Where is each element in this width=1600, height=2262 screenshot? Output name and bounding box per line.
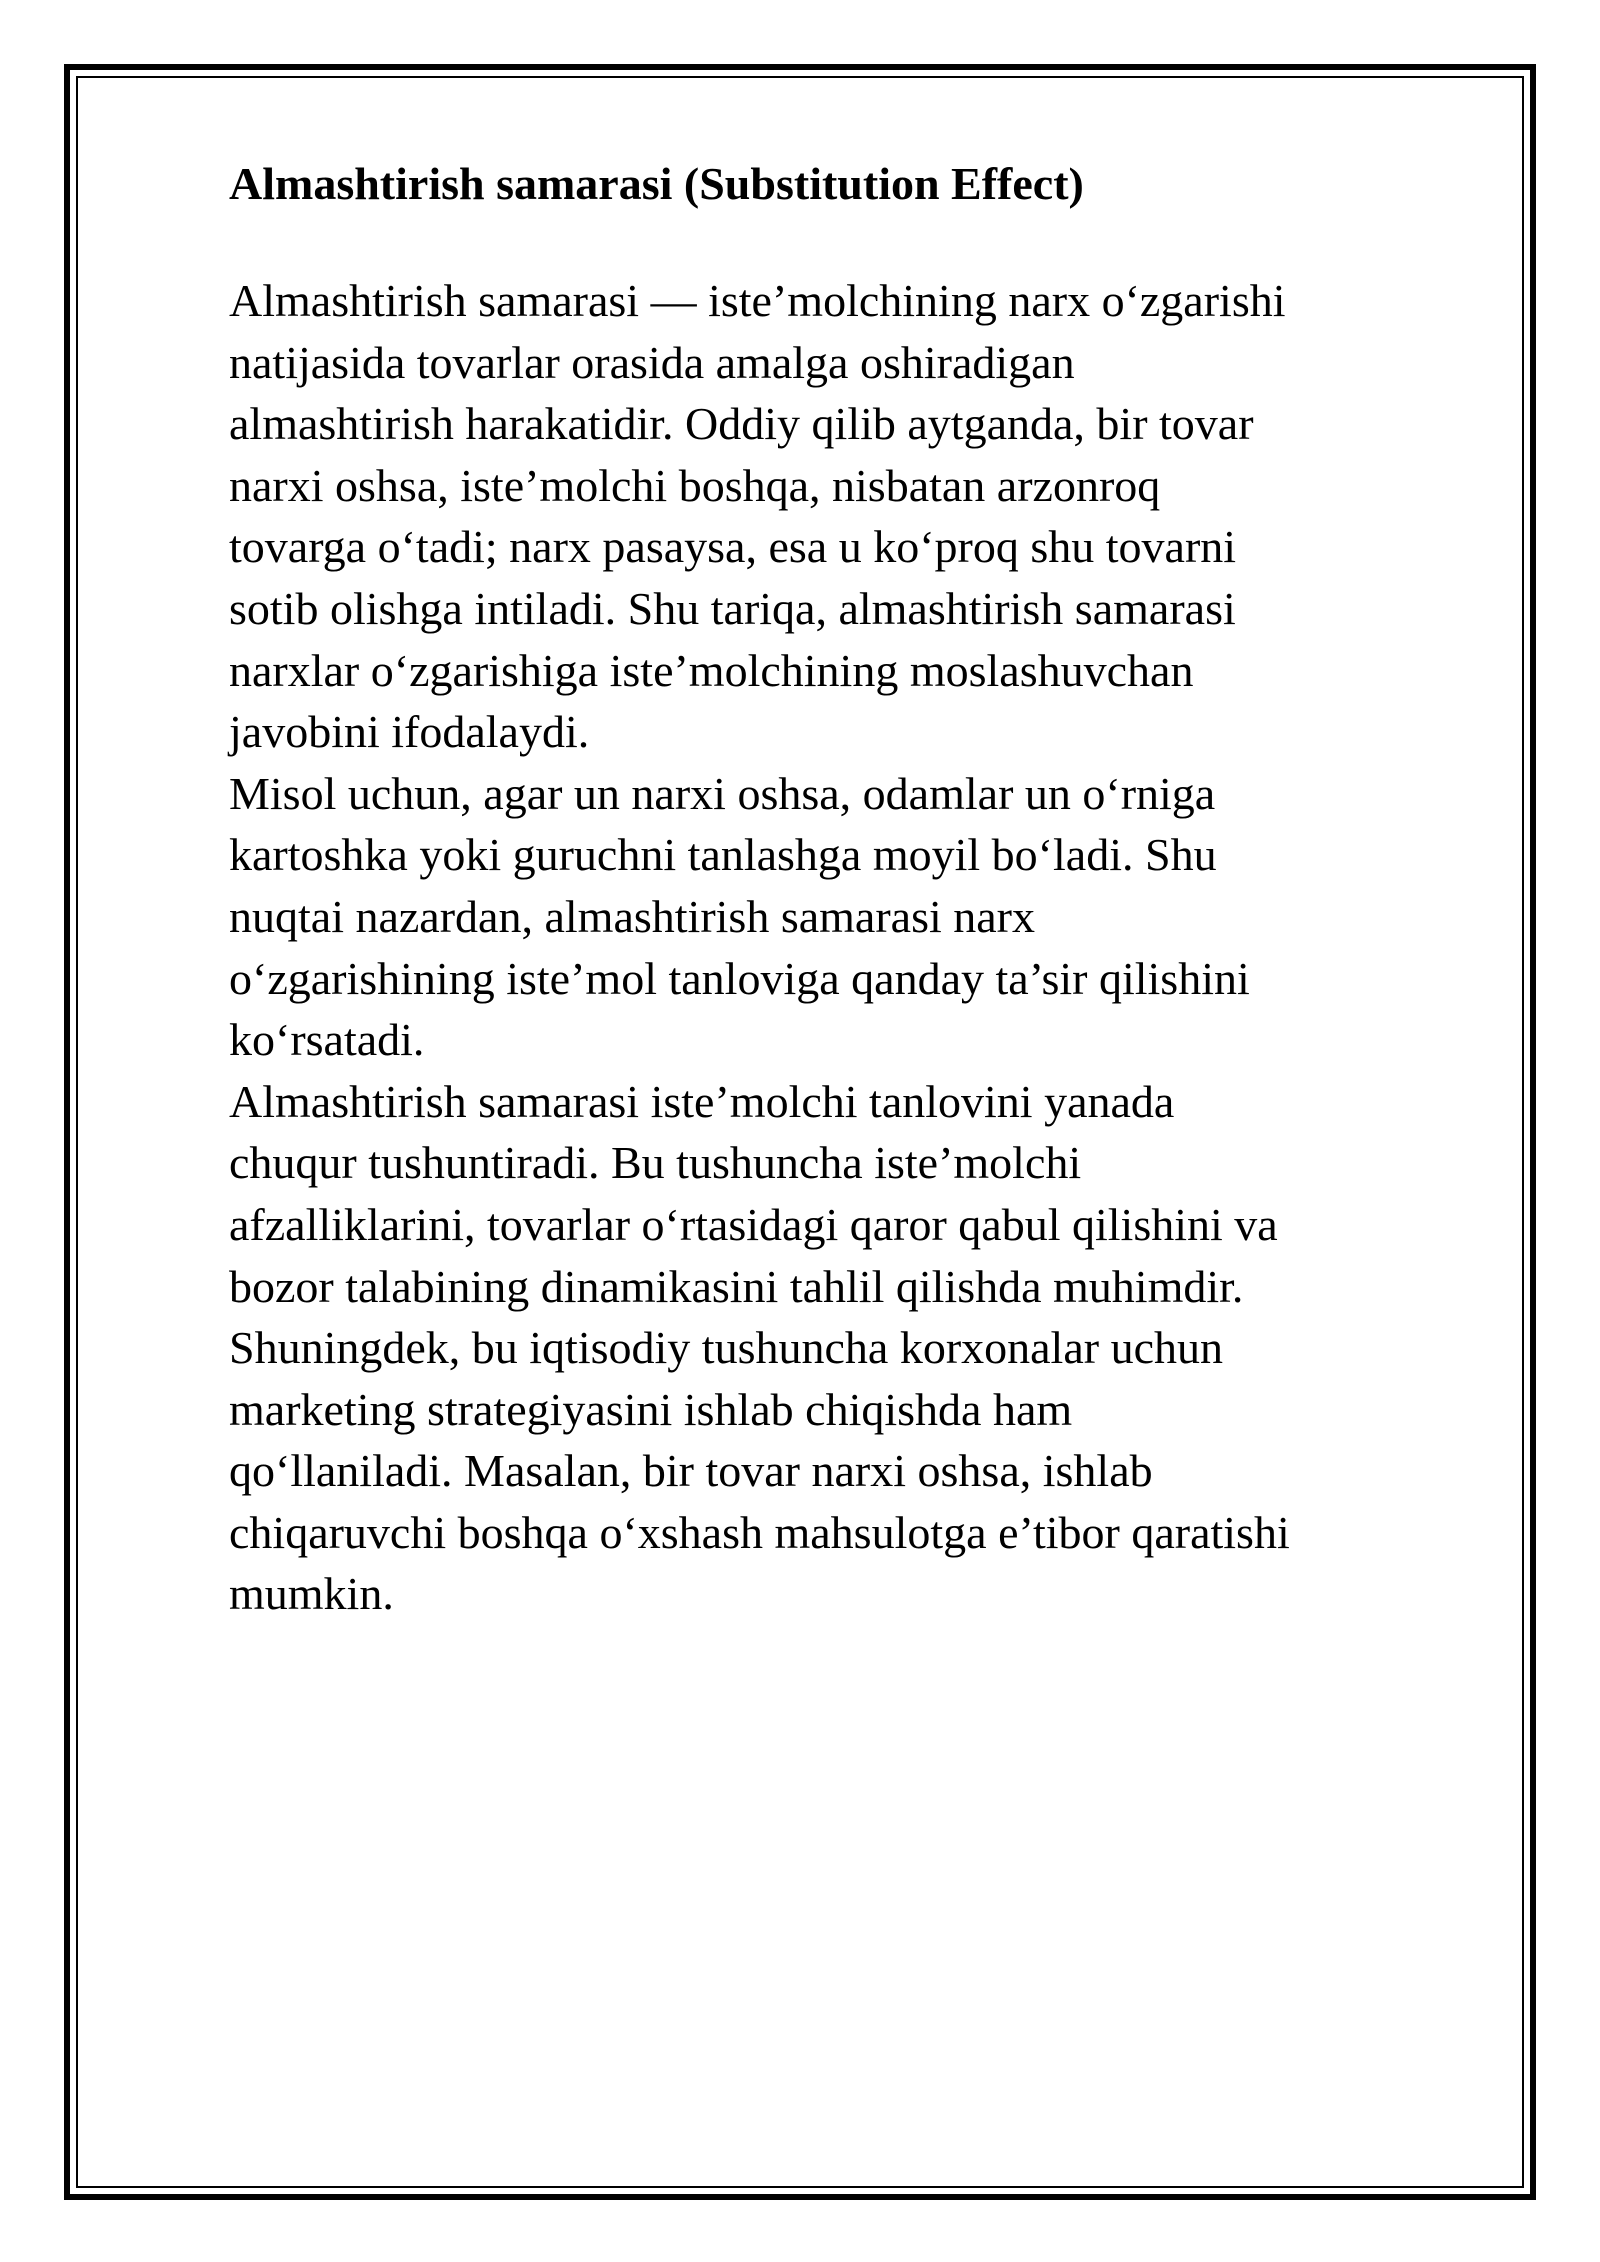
text-line: ko‘rsatadi. (229, 1014, 425, 1066)
text-line: javobini ifodalaydi. (229, 706, 590, 758)
text-line: nuqtai nazardan, almashtirish samarasi narx (229, 890, 1035, 942)
text-line: Almashtirish samarasi iste’molchi tanlovini yanada (229, 1075, 1175, 1127)
text-line: o‘zgarishining iste’mol tanloviga qanday ta’sir qilishini (229, 952, 1250, 1004)
text-line: natijasida tovarlar orasida amalga oshiradigan (229, 336, 1075, 388)
text-line: narxi oshsa, iste’molchi boshqa, nisbatan arzonroq (229, 459, 1161, 511)
text-line: chiqaruvchi boshqa o‘xshash mahsulotga e’tibor qaratishi (229, 1506, 1290, 1558)
text-line: sotib olishga intiladi. Shu tariqa, almashtirish samarasi (229, 582, 1236, 634)
text-line: almashtirish harakatidir. Oddiy qilib aytganda, bir tovar (229, 398, 1254, 450)
document-content (229, 150, 1529, 1625)
text-line: bozor talabining dinamikasini tahlil qilishda muhimdir. (229, 1260, 1244, 1312)
text-line: Almashtirish samarasi — iste’molchining narx o‘zgarishi (229, 275, 1286, 326)
text-line: mumkin. (229, 1568, 394, 1620)
text-line: qo‘llaniladi. Masalan, bir tovar narxi oshsa, ishlab (229, 1445, 1153, 1497)
text-line: chuqur tushuntiradi. Bu tushuncha iste’molchi (229, 1137, 1082, 1189)
text-line: Misol uchun, agar un narxi oshsa, odamlar un o‘rniga (229, 767, 1216, 819)
text-line: marketing strategiyasini ishlab chiqishda ham (229, 1383, 1073, 1435)
document-heading: Almashtirish samarasi (Substitution Effect) (229, 158, 1084, 209)
text-line: kartoshka yoki guruchni tanlashga moyil bo‘ladi. Shu (229, 829, 1217, 881)
text-line: afzalliklarini, tovarlar o‘rtasidagi qaror qabul qilishini va (229, 1198, 1278, 1250)
text-line: tovarga o‘tadi; narx pasaysa, esa u ko‘proq shu tovarni (229, 521, 1237, 573)
text-line: narxlar o‘zgarishiga iste’molchining moslashuvchan (229, 644, 1194, 696)
document-body (229, 270, 1529, 1625)
text-line: Shuningdek, bu iqtisodiy tushuncha korxonalar uchun (229, 1322, 1223, 1374)
